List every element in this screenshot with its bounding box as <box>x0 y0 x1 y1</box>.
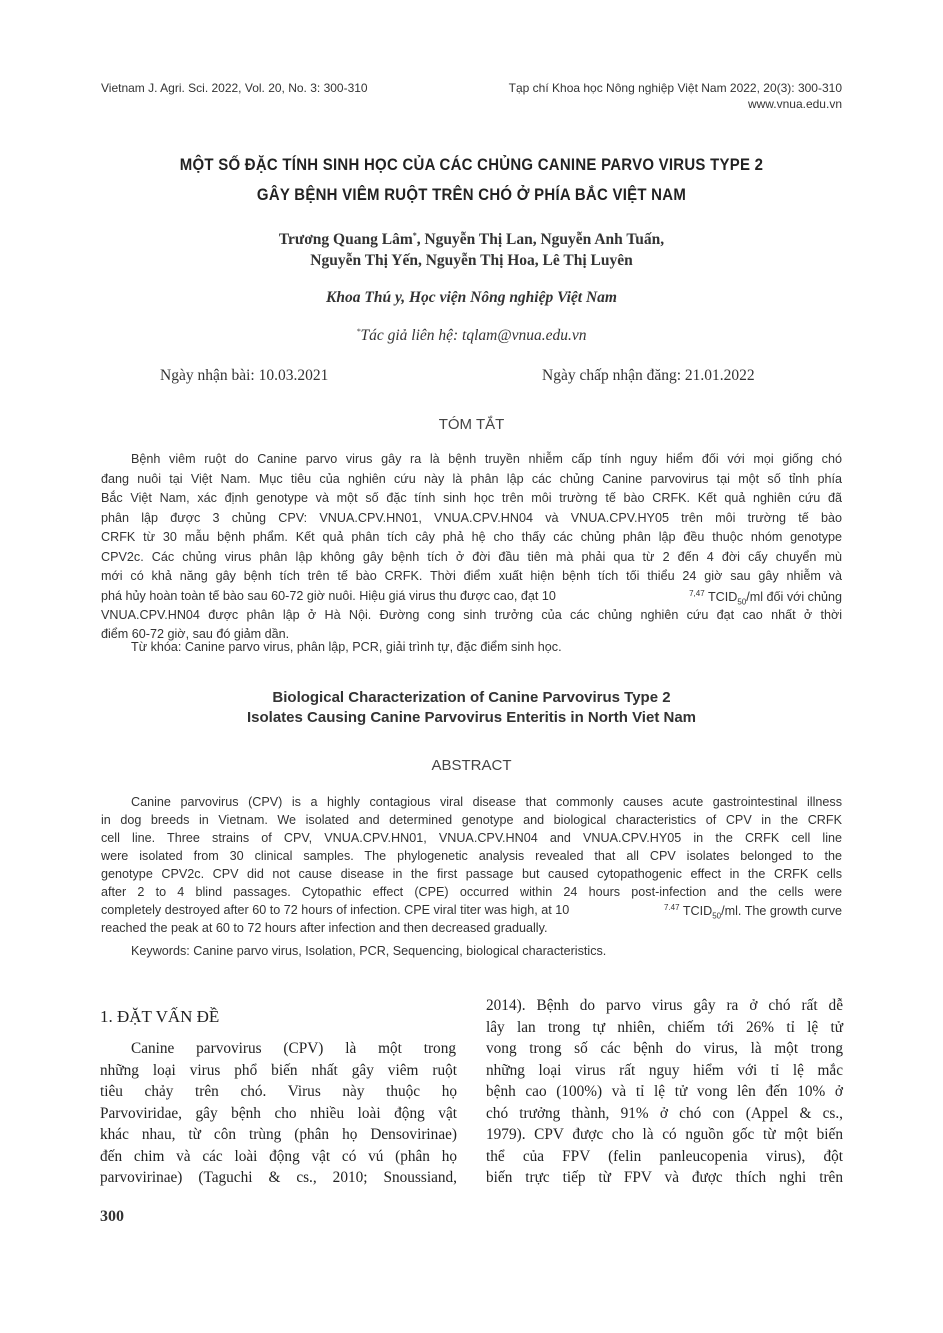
titer-unit: TCID <box>679 904 713 919</box>
summary-vi-heading: TÓM TẮT <box>438 416 505 433</box>
summary-line: điểm 60-72 giờ, sau đó giảm dần. <box>101 627 290 641</box>
body-line: thể của FPV (felin panleucopenia virus), đột <box>486 1148 843 1165</box>
abstract-line: after 2 to 4 blind passages. Cytopathic effect (CPE) occurred within 24 hours post-infection and the cells were <box>101 885 842 899</box>
summary-line: mới có khả năng gây bệnh tích trên tế bào CRFK. Thời điểm xuất hiện bệnh tích tối thiểu 24 giờ sau gây nhiễm và <box>101 569 842 583</box>
summary-line-titer <box>101 583 842 607</box>
body-line: 1979). CPV được cho là có nguồn gốc từ một biến <box>486 1126 843 1143</box>
journal-citation-en: Vietnam J. Agri. Sci. 2022, Vol. 20, No. 3: 300-310 <box>101 81 368 95</box>
abstract-line: were isolated from 30 clinical samples. The phylogenetic analysis revealed that all CPV isolates belonged to the <box>101 849 842 863</box>
abstract-line: in dog breeds in Vietnam. We isolated and determined genotype and biological characteristics of CPV in the CRFK <box>101 813 842 827</box>
abstract-line: Canine parvovirus (CPV) is a highly contagious viral disease that commonly causes acute gastrointestinal illness <box>131 795 842 809</box>
body-line: Canine parvovirus (CPV) là một trong <box>131 1040 456 1057</box>
correspondence-text: Tác giả liên hệ: tqlam@vnua.edu.vn <box>360 327 587 345</box>
keywords-en: Keywords: Canine parvo virus, Isolation, PCR, Sequencing, biological characteristics. <box>131 944 607 958</box>
titer-tail: /ml đối với chủng <box>746 590 842 605</box>
abstract-line: cell line. Three strains of CPV, VNUA.CPV.HN01, VNUA.CPV.HN04 and VNUA.CPV.HY05 in the CRFK cell line <box>101 831 842 845</box>
body-line: biến trực tiếp từ FPV và được thích nghi trên <box>486 1169 843 1186</box>
title-en-line2: Isolates Causing Canine Parvovirus Enteritis in North Viet Nam <box>246 709 696 726</box>
body-line: bệnh cao (100%) và tỉ lệ tử vong lên đến 10% ở <box>486 1083 843 1100</box>
summary-line-text: phá hủy hoàn toàn tế bào sau 60-72 giờ nuôi. Hiệu giá virus thu được cao, đạt 10 <box>101 589 556 603</box>
titer-unit: TCID <box>704 590 738 605</box>
title-en-line1: Biological Characterization of Canine Parvovirus Type 2 <box>272 689 671 706</box>
summary-line: VNUA.CPV.HN04 được phân lập ở Hà Nội. Đường cong sinh trưởng của các chủng nghiên cứu đạt cao nhất ở thời <box>101 608 842 622</box>
journal-citation-vi: Tạp chí Khoa học Nông nghiệp Việt Nam 2022, 20(3): 300-310 <box>508 81 842 95</box>
titer-subscript: 50 <box>737 597 747 607</box>
body-line: Parvoviridae, gây bệnh cho nhiều loài động vật <box>100 1105 457 1122</box>
abstract-line-titer <box>101 897 842 921</box>
summary-line: phân lập được 3 chủng CPV: VNUA.CPV.HN01, VNUA.CPV.HN04 và VNUA.CPV.HY05 trên môi trường tế bào <box>101 511 842 525</box>
body-line: parvovirinae) (Taguchi & cs., 2010; Snoussiand, <box>100 1169 457 1186</box>
abstract-line: genotype CPV2c. CPV did not cause disease in the first passage but caused cytopathogenic effect in the CRFK cells <box>101 867 842 881</box>
authors-line1 <box>0 231 943 249</box>
authors-line2: Nguyễn Thị Yến, Nguyễn Thị Hoa, Lê Thị Luyên <box>310 252 633 269</box>
accepted-date: Ngày chấp nhận đăng: 21.01.2022 <box>542 367 755 384</box>
titer-subscript: 50 <box>712 911 722 921</box>
correspondence <box>0 327 943 345</box>
journal-url[interactable]: www.vnua.edu.vn <box>747 97 842 111</box>
titer-exponent: 7,47 <box>689 589 705 598</box>
asterisk-mark: * <box>412 231 417 240</box>
body-line: những loại virus rất nguy hiểm với tỉ lệ mắc <box>486 1062 843 1079</box>
title-vi-line2: GÂY BỆNH VIÊM RUỘT TRÊN CHÓ Ở PHÍA BẮC VIỆT NAM <box>256 185 687 204</box>
section-heading: 1. ĐẶT VẤN ĐỀ <box>100 1007 220 1026</box>
body-line: lây lan trong tự nhiên, chiếm tới 26% tỉ lệ tử <box>486 1019 843 1036</box>
affiliation: Khoa Thú y, Học viện Nông nghiệp Việt Nam <box>326 289 617 306</box>
body-line: đến chim và các loài động vật có vú (phân họ <box>100 1148 457 1165</box>
page-number: 300 <box>100 1208 124 1225</box>
received-date: Ngày nhận bài: 10.03.2021 <box>160 367 329 384</box>
body-line: khác nhau, từ côn trùng (phân họ Densovirinae) <box>100 1126 457 1143</box>
title-vi-line1: MỘT SỐ ĐẶC TÍNH SINH HỌC CỦA CÁC CHỦNG CANINE PARVO VIRUS TYPE 2 <box>179 155 764 174</box>
body-line: vong trong số các bệnh do virus, là một trong <box>486 1040 843 1057</box>
summary-line: Bắc Việt Nam, xác định genotype và một số đặc tính sinh học trên môi trường tế bào CRFK. Kết quả nghiên cứu đã <box>101 491 842 505</box>
summary-line: CRFK từ 30 mẫu bệnh phẩm. Kết quả phân tích cây phả hệ cho thấy các chủng phân lập đều thuộc nhóm genotype <box>101 530 842 544</box>
summary-line: Bệnh viêm ruột do Canine parvo virus gây ra là bệnh truyền nhiễm cấp tính nguy hiểm đối với mọi giống chó <box>131 452 842 466</box>
abstract-heading: ABSTRACT <box>431 757 512 774</box>
body-line: những loại virus phổ biến nhất gây viêm ruột <box>100 1062 457 1079</box>
summary-line: đang nuôi tại Việt Nam. Mục tiêu của nghiên cứu này là phân lập các chủng Canine parvovirus tại một số tỉnh phía <box>101 472 842 486</box>
titer-tail: /ml. The growth curve <box>721 904 842 919</box>
body-line: 2014). Bệnh do parvo virus gây ra ở chó rất dễ <box>486 997 843 1014</box>
summary-line: CPV2c. Các chủng virus phân lập không gây bệnh tích ở đời đầu tiên mà phải qua từ 2 đến 4 đời cấy chuyển mù <box>101 550 842 564</box>
abstract-line-text: completely destroyed after 60 to 72 hours of infection. CPE viral titer was high, at 10 <box>101 903 570 917</box>
body-line: chó trưởng thành, 91% ở chó con (Appel & cs., <box>486 1105 843 1122</box>
keywords-vi: Từ khóa: Canine parvo virus, phân lập, PCR, giải trình tự, đặc điểm sinh học. <box>131 640 562 654</box>
corresponding-author: Trương Quang Lâm <box>278 231 413 249</box>
coauthors: , Nguyễn Thị Lan, Nguyễn Anh Tuấn, <box>416 231 665 249</box>
abstract-line: reached the peak at 60 to 72 hours after infection and then decreased gradually. <box>101 921 548 935</box>
asterisk-mark: * <box>356 327 361 336</box>
body-line: tiêu chảy trên chó. Virus này thuộc họ <box>100 1083 457 1100</box>
titer-exponent: 7.47 <box>664 903 680 912</box>
